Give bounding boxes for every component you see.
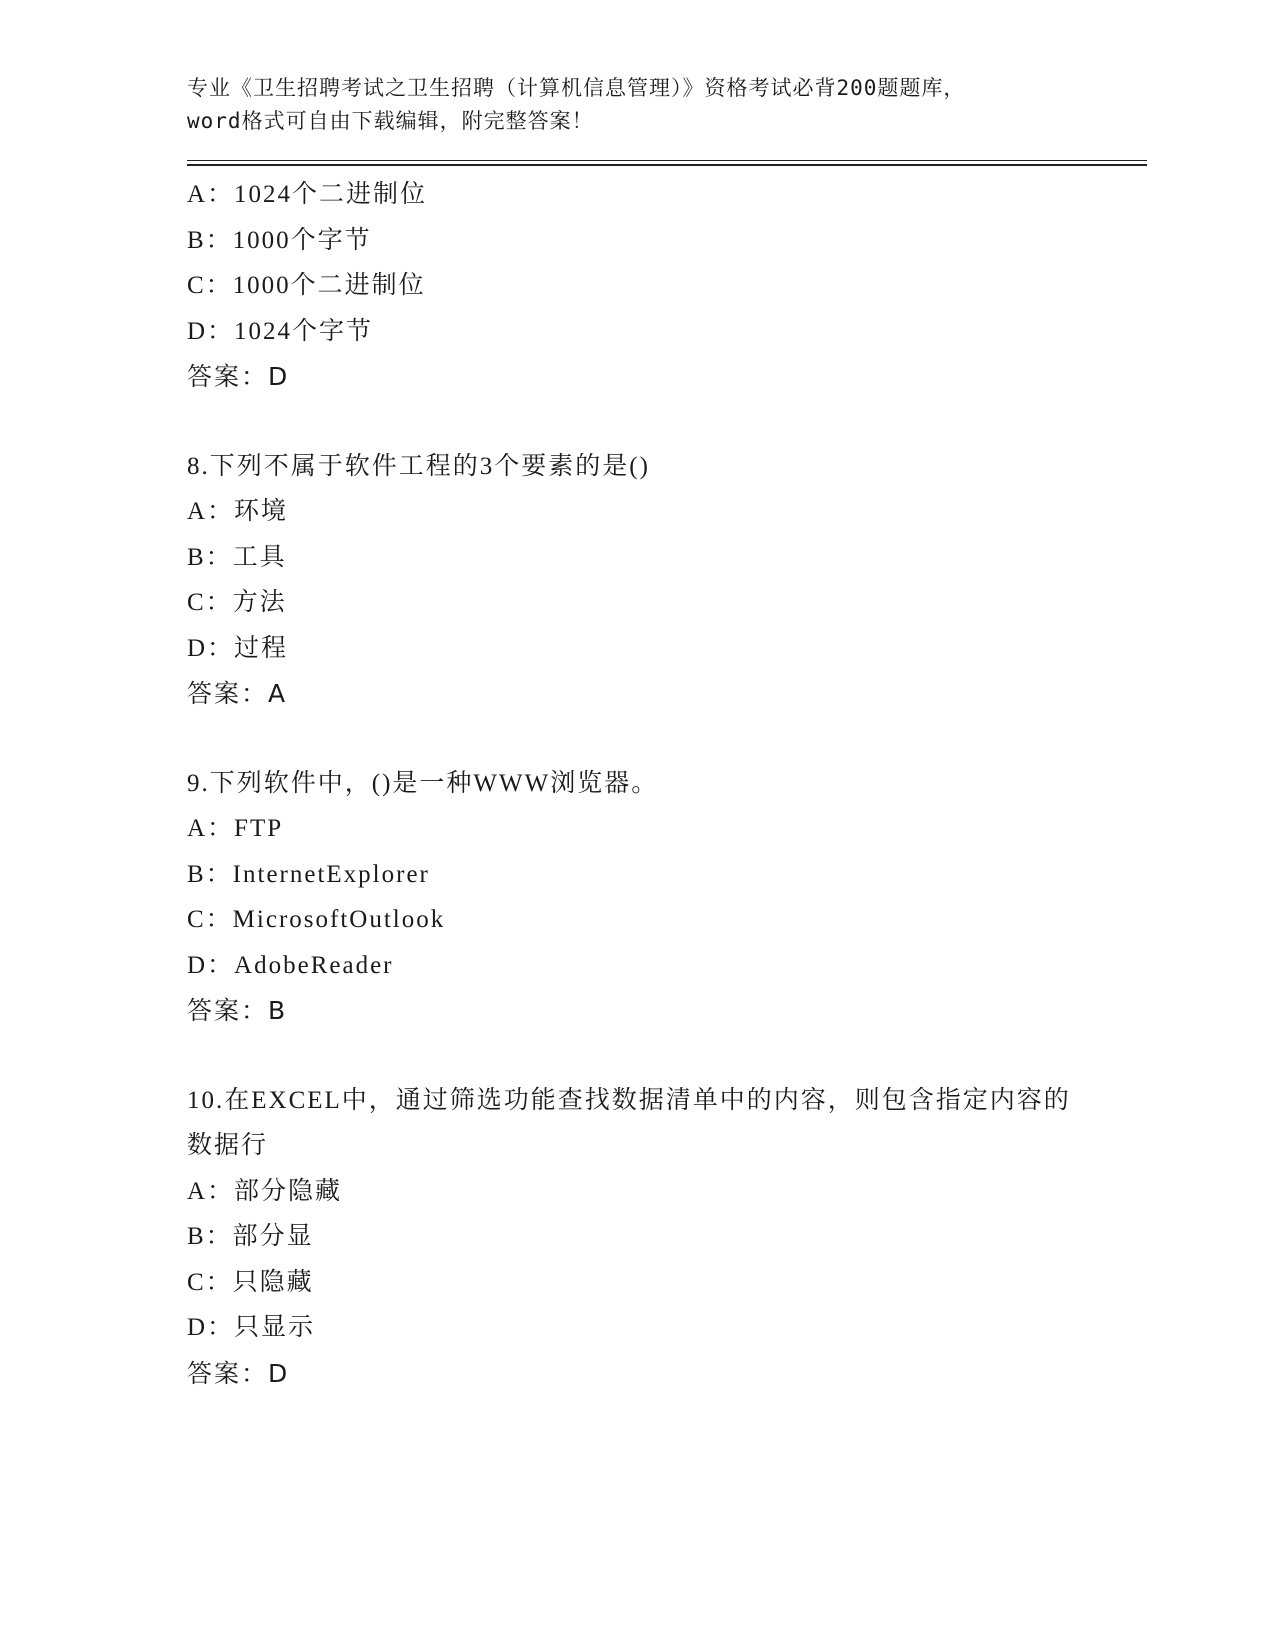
- option-b: B：InternetExplorer: [187, 860, 430, 888]
- option-b: B：1000个字节: [187, 226, 372, 254]
- question-partial: [187, 172, 1147, 400]
- option-c: C：1000个二进制位: [187, 272, 426, 299]
- option-a: A：FTP: [187, 815, 284, 842]
- answer-line: 答案：D: [187, 1358, 290, 1388]
- option-c: C：方法: [187, 589, 287, 616]
- spacer: [187, 1034, 1147, 1078]
- question-10: [187, 1078, 1147, 1397]
- option-a: A：1024个二进制位: [187, 181, 428, 208]
- header-divider: [187, 160, 1147, 166]
- question-stem: 8.下列不属于软件工程的3个要素的是(): [187, 452, 650, 480]
- answer-line: 答案：A: [187, 679, 288, 708]
- document-title-line-2: word格式可自由下载编辑，附完整答案！: [187, 109, 594, 133]
- question-stem: 9.下列软件中，()是一种WWW浏览器。: [187, 769, 659, 797]
- question-list: [187, 172, 1147, 1396]
- option-c: C：只隐藏: [187, 1268, 314, 1296]
- option-d: D：1024个字节: [187, 317, 374, 345]
- option-a: A：部分隐藏: [187, 1177, 343, 1205]
- option-d: D：过程: [187, 634, 289, 662]
- option-a: A：环境: [187, 498, 289, 525]
- spacer: [187, 400, 1147, 444]
- option-d: D：AdobeReader: [187, 951, 394, 979]
- question-9: [187, 761, 1147, 1034]
- answer-line: 答案：D: [187, 362, 290, 391]
- document-page: [187, 72, 1147, 1396]
- question-8: [187, 444, 1147, 717]
- document-title-line-1: 专业《卫生招聘考试之卫生招聘（计算机信息管理）》资格考试必背200题题库，: [187, 76, 966, 100]
- option-b: B：部分显: [187, 1223, 314, 1250]
- option-b: B：工具: [187, 543, 287, 571]
- spacer: [187, 717, 1147, 761]
- question-stem: 10.在EXCEL中，通过筛选功能查找数据清单中的内容，则包含指定内容的数据行: [187, 1086, 1071, 1159]
- option-c: C：MicrosoftOutlook: [187, 906, 446, 933]
- answer-line: 答案：B: [187, 996, 288, 1025]
- option-d: D：只显示: [187, 1314, 316, 1341]
